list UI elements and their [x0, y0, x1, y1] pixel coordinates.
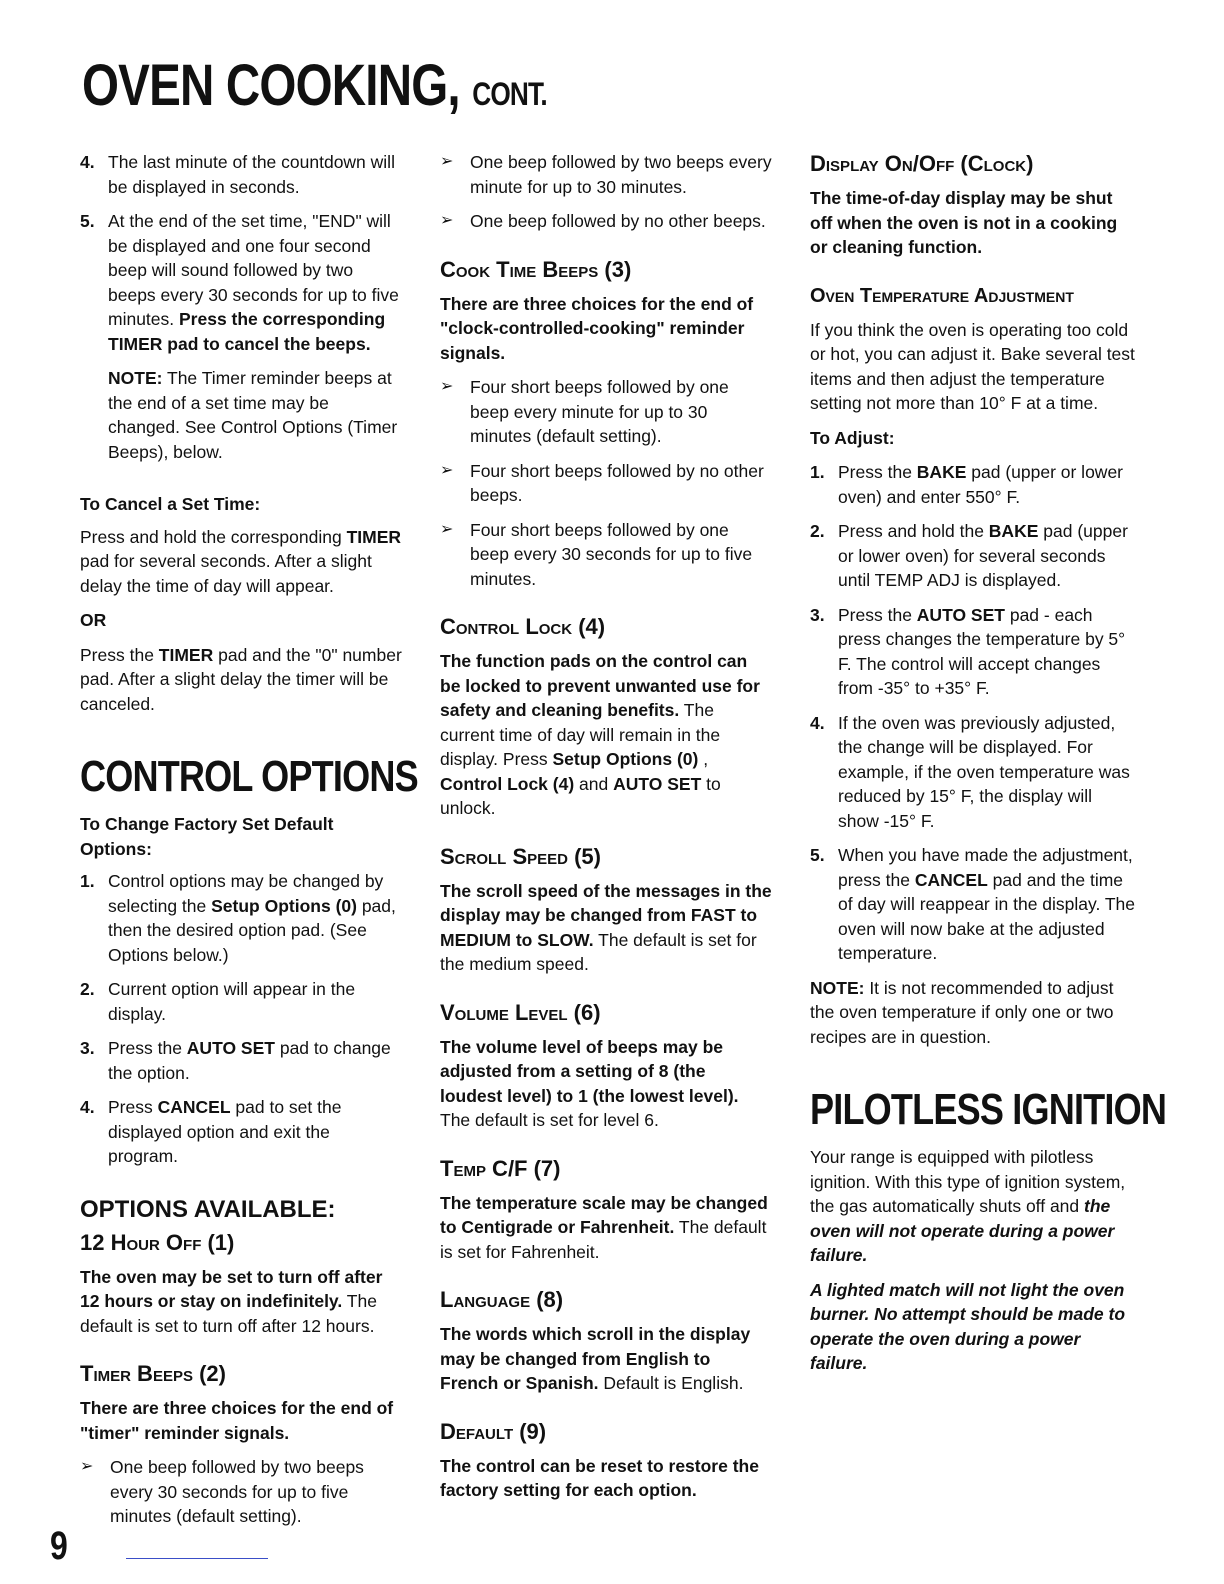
- cook-time-heading: Cook Time Beeps (3): [440, 256, 632, 282]
- hour-off-text: The oven may be set to turn off after 12 hours or stay on indefinitely. The default is set to turn off after 12 hours.: [80, 1266, 383, 1336]
- page-number: 9: [50, 1524, 68, 1568]
- control-lock-heading: Control Lock (4): [440, 614, 606, 639]
- oven-temp-text: If you think the oven is operating too cold or hot, you can adjust it. Bake several test items and then adjust the temperature setting not more than 10° F at a time.: [810, 319, 1135, 413]
- scroll-speed-text: The scroll speed of the messages in the display may be changed from FAST to MEDIUM to SLOW. The default is set for the medium speed.: [440, 880, 772, 974]
- title-cont: CONT.: [472, 76, 547, 112]
- arrow-bullet-icon: ➢: [440, 461, 454, 479]
- timer-beeps-text: There are three choices for the end of "timer" reminder signals.: [80, 1398, 394, 1443]
- cook-time-text: There are three choices for the end of "clock-controlled-cooking" reminder signals.: [440, 293, 754, 363]
- footer-rule: [126, 1558, 268, 1559]
- display-onoff-text: The time-of-day display may be shut off when the oven is not in a cooking or cleaning function.: [810, 188, 1118, 257]
- list-item: ➢ One beep followed by two beeps every 30 seconds for up to five minutes (default setting).: [80, 1457, 364, 1526]
- column-1: [80, 150, 418, 1539]
- adjust-note: NOTE: It is not recommended to adjust the oven temperature if only one or two recipes are in question.: [810, 977, 1114, 1047]
- language-text: The words which scroll in the display may be changed from English to French or Spanish. Default is English.: [440, 1324, 751, 1393]
- cancel-paragraph-2: Press the TIMER pad and the "0" number pad. After a slight delay the timer will be canceled.: [80, 644, 402, 714]
- timer-beeps-list-cont: [440, 150, 772, 234]
- temp-cf-heading: Temp C/F (7): [440, 1155, 561, 1181]
- list-item: ➢ Four short beeps followed by no other beeps.: [440, 460, 764, 505]
- arrow-bullet-icon: ➢: [440, 520, 454, 538]
- list-item: 2. Current option will appear in the display.: [80, 979, 356, 1024]
- default-text: The control can be reset to restore the factory setting for each option.: [440, 1455, 759, 1500]
- list-item: 2. Press and hold the BAKE pad (upper or lower oven) for several seconds until TEMP ADJ is displayed.: [810, 521, 1128, 590]
- volume-level-text: The volume level of beeps may be adjusted from a setting of 8 (the loudest level) to 1 (the lowest level). The default is set for level 6.: [440, 1036, 739, 1130]
- options-available-heading: OPTIONS AVAILABLE:: [80, 1195, 336, 1223]
- oven-temp-heading: Oven Temperature Adjustment: [810, 284, 1074, 307]
- arrow-bullet-icon: ➢: [440, 212, 454, 229]
- change-defaults-heading: To Change Factory Set Default Options:: [80, 814, 334, 859]
- adjust-steps: [810, 460, 1136, 966]
- list-item: ➢ Four short beeps followed by one beep every 30 seconds for up to five minutes.: [440, 519, 753, 589]
- arrow-bullet-icon: ➢: [440, 378, 454, 395]
- list-item: ➢ Four short beeps followed by one beep every minute for up to 30 minutes (default setting).: [440, 377, 729, 446]
- list-item: 1. Control options may be changed by selecting the Setup Options (0) pad, then the desired option pad. (See Options below.): [80, 871, 396, 965]
- list-item: 3. Press the AUTO SET pad - each press changes the temperature by 5° F. The control will accept changes from -35° to +35° F.: [810, 604, 1126, 698]
- control-lock-text: The function pads on the control can be locked to prevent unwanted use for safety and cleaning benefits. The current time of day will remain in the display. Press Setup Options (0) , Control Lock (4) and AUTO SET to unlock.: [440, 651, 760, 818]
- column-2: [440, 150, 772, 1513]
- countdown-steps: [80, 150, 402, 356]
- language-heading: Language (8): [440, 1287, 564, 1312]
- list-item: ➢ One beep followed by two beeps every minute for up to 30 minutes.: [440, 152, 772, 197]
- cook-time-list: [440, 375, 772, 591]
- cancel-heading: To Cancel a Set Time:: [80, 494, 261, 514]
- scroll-speed-heading: Scroll Speed (5): [440, 843, 601, 869]
- to-adjust-label: To Adjust:: [810, 427, 895, 448]
- volume-level-heading: Volume Level (6): [440, 999, 601, 1025]
- arrow-bullet-icon: ➢: [440, 153, 454, 170]
- control-options-heading: CONTROL OPTIONS: [80, 752, 418, 801]
- page-title: [82, 52, 547, 119]
- list-item: 1. Press the BAKE pad (upper or lower oven) and enter 550° F.: [810, 462, 1124, 507]
- list-item: 4. If the oven was previously adjusted, the change will be displayed. For example, if the oven temperature was reduced by 15° F, the display will show -15° F.: [810, 712, 1130, 831]
- list-item: 4. Press CANCEL pad to set the displayed option and exit the program.: [80, 1097, 342, 1166]
- timer-beeps-list: [80, 1455, 402, 1529]
- list-item: 5. At the end of the set time, "END" will be displayed and one four second beep will sound followed by two beeps every 30 seconds for up to five minutes. Press the corresponding TIMER pad to cancel the beeps.: [80, 211, 399, 354]
- timer-note: NOTE: The Timer reminder beeps at the end of a set time may be changed. See Control Options (Timer Beeps), below.: [108, 368, 398, 462]
- list-item: ➢ One beep followed by no other beeps.: [440, 209, 772, 234]
- cancel-paragraph-1: Press and hold the corresponding TIMER pad for several seconds. After a slight delay the time of day will appear.: [80, 526, 402, 596]
- list-item: 4. The last minute of the countdown will be displayed in seconds.: [80, 152, 395, 197]
- list-item: 5. When you have made the adjustment, press the CANCEL pad and the time of day will reappear in the display. The oven will now bake at the adjusted temperature.: [810, 845, 1136, 963]
- change-steps: [80, 869, 402, 1169]
- pilotless-text: Your range is equipped with pilotless ignition. With this type of ignition system, the gas automatically shuts off and the oven will not operate during a power failure.: [810, 1147, 1126, 1265]
- pilotless-warning: A lighted match will not light the oven burner. No attempt should be made to operate the oven during a power failure.: [810, 1279, 1126, 1373]
- list-item: 3. Press the AUTO SET pad to change the option.: [80, 1038, 391, 1083]
- temp-cf-text: The temperature scale may be changed to Centigrade or Fahrenheit. The default is set for Fahrenheit.: [440, 1192, 768, 1262]
- pilotless-ignition-heading: PILOTLESS IGNITION: [810, 1085, 1167, 1134]
- timer-beeps-heading: Timer Beeps (2): [80, 1361, 226, 1386]
- display-onoff-heading: Display On/Off (Clock): [810, 151, 1034, 176]
- or-label: OR: [80, 610, 107, 630]
- title-main: OVEN COOKING,: [82, 53, 460, 118]
- default-heading: Default (9): [440, 1418, 547, 1444]
- column-3: [810, 150, 1167, 1386]
- hour-off-heading: 12 Hour Off (1): [80, 1229, 235, 1255]
- arrow-bullet-icon: ➢: [80, 1458, 94, 1475]
